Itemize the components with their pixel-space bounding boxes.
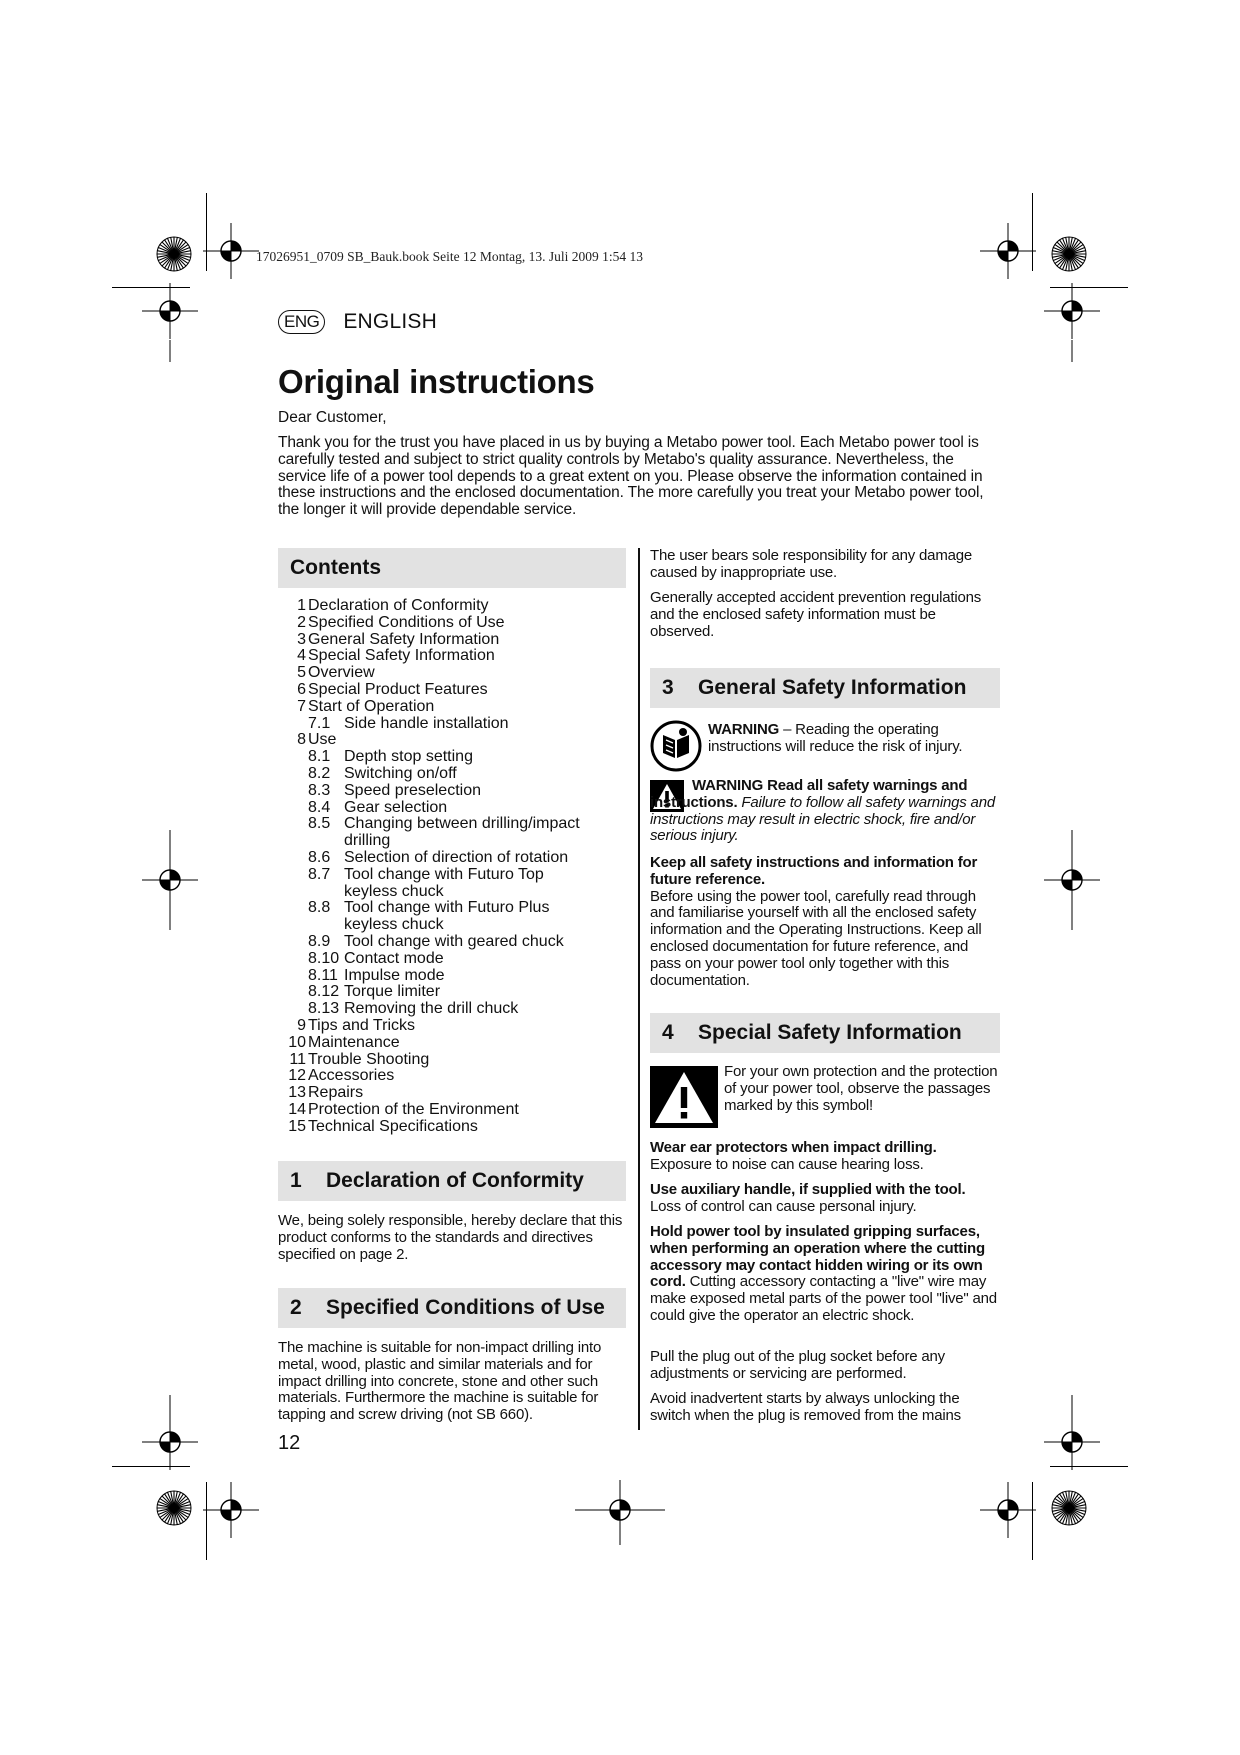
toc-item-label: Protection of the Environment [308,1100,519,1118]
toc-item-label: Tips and Tricks [308,1016,415,1034]
language-name: ENGLISH [343,310,437,333]
toc-item-number: 8 [297,731,306,749]
section-1-heading [278,1161,626,1201]
section-2-title: Specified Conditions of Use [326,1296,605,1319]
toc-item-label: Special Safety Information [308,647,495,665]
toc-item-number: 8.10 [308,949,340,967]
toc-item-label: Selection of direction of rotation [344,848,569,866]
print-header: 17026951_0709 SB_Bauk.book Seite 12 Montag, 13. Juli 2009 1:54 13 [256,249,644,264]
section-2-number: 2 [290,1296,302,1319]
toc-item-label: Torque limiter [344,983,441,1001]
toc-item-number: 8.8 [308,899,331,917]
responsibility-paragraph: The user bears sole responsibility for any damage caused by inappropriate use. [650,547,973,581]
toc-item-label: Repairs [308,1084,364,1102]
keep-instructions-body: Before using the power tool, carefully read through and familiarise yourself with all the enclosed safety information and the Operating Instructions. Keep all enclosed documentation for future reference, and pass on your power tool only together with this documentation. [650,887,982,989]
auxiliary-handle-bold: Use auxiliary handle, if supplied with the tool. [650,1181,966,1198]
toc-item-number: 13 [288,1084,306,1102]
toc-item-number: 5 [297,664,306,682]
auxiliary-handle-text [650,1182,1002,1216]
warning-read-all-text [650,778,1002,845]
toc-item-label: Overview [308,664,375,682]
toc-item-number: 8.2 [308,764,331,782]
toc-item-number: 8.9 [308,932,331,950]
insulated-grip-body: Cutting accessory contacting a "live" wire may make exposed metal parts of the power tool "live" and could give the operator an electric shock. [650,1273,997,1324]
language-indicator [278,308,437,336]
toc-item-label: Technical Specifications [308,1117,478,1135]
toc-item-label: Start of Operation [308,697,435,715]
symbol-explanation-text: For your own protection and the protection of your power tool, observe the passages marked by this symbol! [724,1063,998,1114]
section-1-number: 1 [290,1169,302,1192]
toc-item-number: 10 [288,1033,306,1051]
toc-item-label: Switching on/off [344,764,457,782]
toc-item-number: 8.13 [308,1000,340,1018]
toc-item-number: 9 [297,1016,306,1034]
toc-item-label: drilling [344,832,391,850]
regulations-paragraph: Generally accepted accident prevention regulations and the enclosed safety information must be observed. [650,589,982,640]
toc-item-number: 8.11 [308,966,338,984]
toc-item-label: Depth stop setting [344,748,473,766]
warning-reading-text [708,722,970,756]
toc-item-label: Tool change with Futuro Plus [344,899,550,917]
toc-item-label: Tool change with Futuro Top [344,865,544,883]
section-1-title: Declaration of Conformity [326,1169,584,1192]
toc-item-number: 8.7 [308,865,331,883]
toc-item-label: keyless chuck [344,882,444,900]
section-1-body: We, being solely responsible, hereby declare that this product conforms to the standards and directives specified on page 2. [278,1212,623,1263]
toc-item-number: 3 [297,630,306,648]
toc-item-label: Contact mode [344,949,444,967]
toc-item-number: 7 [297,697,306,715]
toc-item-number: 8.3 [308,781,331,799]
toc-item-number: 8.1 [308,748,331,766]
page-number: 12 [278,1432,301,1454]
toc-item-number: 7.1 [308,714,331,732]
toc-item-number: 2 [297,613,306,631]
section-4-heading [650,1013,1000,1053]
greeting: Dear Customer, [278,409,387,426]
ear-protectors-bold: Wear ear protectors when impact drilling. [650,1139,937,1156]
contents-heading [278,548,626,588]
toc-item-number: 8.5 [308,815,331,833]
caution-symbol-icon [650,1066,718,1128]
read-manual-icon [650,720,702,772]
toc-item-number: 1 [297,597,306,614]
insulated-grip-bold: Hold power tool by insulated gripping surfaces, when performing an operation where the cutting accessory may contact hidden wiring or its own cord. [650,1223,985,1291]
contents-heading-text: Contents [290,556,381,579]
toc-item-label: Changing between drilling/impact [344,815,580,833]
section-3-heading [650,668,1000,708]
toc-item-label: Tool change with geared chuck [344,932,564,950]
toc-item-label: keyless chuck [344,916,444,934]
warning-reading-body: – Reading the operating instructions will reduce the risk of injury. [708,721,963,755]
pull-plug-text: Pull the plug out of the plug socket before any adjustments or servicing are performed. [650,1348,945,1382]
toc-item-label: Special Product Features [308,680,488,698]
section-3-number: 3 [662,676,674,699]
warning-read-all-italic: Failure to follow all safety warnings and instructions may result in electric shock, fire and/or serious injury. [650,793,995,845]
toc-item-label: Side handle installation [344,714,509,732]
keep-instructions-text [650,855,1002,989]
ear-protectors-text [650,1140,1002,1174]
insulated-grip-text [650,1224,1002,1325]
toc-item-label: Gear selection [344,798,448,816]
toc-item-label: General Safety Information [308,630,500,648]
language-badge: ENG [278,310,325,334]
intro-paragraph: Thank you for the trust you have placed in us by buying a Metabo power tool. Each Metabo power tool is carefully tested and subject to strict quality controls by Metabo's quality assurance. Nevertheless, the service life of a power tool depends to a great extent on you. Please observe the information contained in these instructions and the enclosed documentation. The more carefully you treat your Metabo power tool, the longer it will provide dependable service. [278,434,984,519]
toc-item-label: Accessories [308,1067,395,1085]
toc-item-label: Removing the drill chuck [344,1000,519,1018]
section-4-number: 4 [662,1021,674,1044]
warning-read-all-bold: WARNING Read all safety warnings and instructions. [650,777,968,811]
section-2-heading [278,1288,626,1328]
toc-item-number: 6 [297,680,306,698]
toc-item-number: 11 [289,1050,306,1068]
toc-item-number: 4 [297,647,306,665]
section-3-title: General Safety Information [698,676,967,699]
toc-item-label: Speed preselection [344,781,481,799]
toc-item-number: 8.12 [308,983,340,1001]
column-divider [638,548,640,1430]
toc-item-label: Use [308,731,337,749]
toc-item-label: Impulse mode [344,966,445,984]
section-4-title: Special Safety Information [698,1021,962,1044]
section-2-body: The machine is suitable for non-impact drilling into metal, wood, plastic and similar materials and for impact drilling into concrete, stone and other such materials. Furthermore the machine is suitable for tapping and screw driving (not SB 660). [278,1339,602,1424]
toc-item-number: 8.6 [308,848,331,866]
keep-instructions-bold: Keep all safety instructions and information for future reference. [650,854,978,888]
toc-item-label: Specified Conditions of Use [308,613,505,631]
avoid-starts-text: Avoid inadvertent starts by always unlocking the switch when the plug is removed from the mains [650,1390,961,1424]
toc-item-label: Declaration of Conformity [308,597,489,614]
warning-label: WARNING [708,721,780,738]
toc-item-number: 15 [288,1117,306,1135]
page-title: Original instructions [278,363,595,400]
auxiliary-handle-body: Loss of control can cause personal injury. [650,1197,917,1215]
toc-item-label: Maintenance [308,1033,400,1051]
toc-item-number: 14 [288,1100,306,1118]
toc-item-label: Trouble Shooting [308,1050,430,1068]
ear-protectors-body: Exposure to noise can cause hearing loss. [650,1155,924,1173]
toc-item-number: 12 [288,1067,306,1085]
toc-item-number: 8.4 [308,798,331,816]
